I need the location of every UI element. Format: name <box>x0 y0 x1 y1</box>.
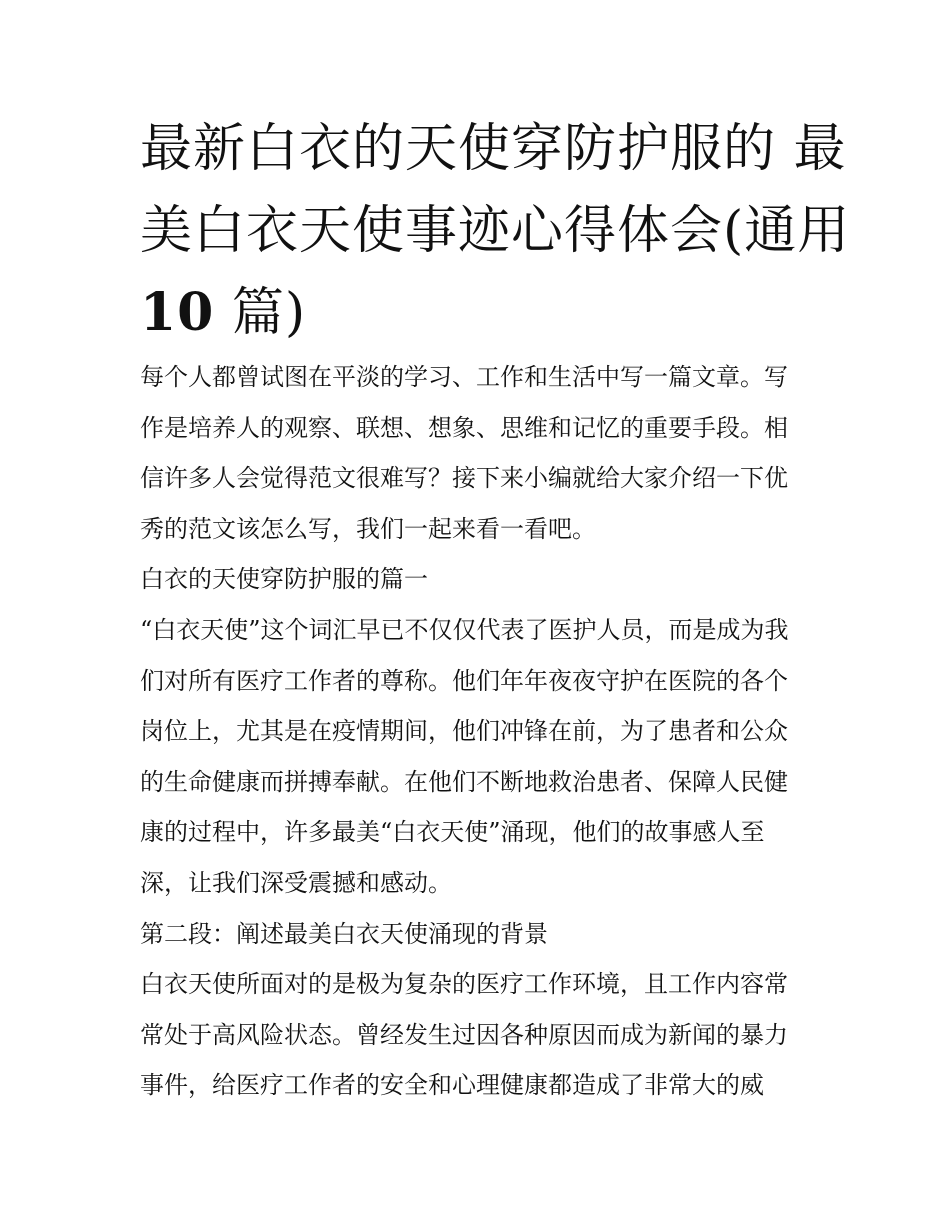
body-line: 深，让我们深受震撼和感动。 <box>140 868 452 897</box>
body-line: 作是培养人的观察、联想、想象、思维和记忆的重要手段。相 <box>140 413 788 442</box>
body-line: 每个人都曾试图在平淡的学习、工作和生活中写一篇文章。写 <box>140 363 788 391</box>
section-heading: 第二段：阐述最美白衣天使涌现的背景 <box>140 919 548 948</box>
body-line: 常处于高风险状态。曾经发生过因各种原因而成为新闻的暴力 <box>140 1020 788 1049</box>
section-heading: 白衣的天使穿防护服的篇一 <box>140 565 428 594</box>
body-line: 白衣天使所面对的是极为复杂的医疗工作环境，且工作内容常 <box>140 970 788 999</box>
title-suffix: 篇) <box>214 283 307 343</box>
body-line: 们对所有医疗工作者的尊称。他们年年夜夜守护在医院的各个 <box>140 666 788 695</box>
body-line: 秀的范文该怎么写，我们一起来看一看吧。 <box>140 514 596 543</box>
title-number: 10 <box>140 282 215 343</box>
body-line: 岗位上，尤其是在疫情期间，他们冲锋在前，为了患者和公众 <box>140 717 788 746</box>
title-line-2: 美白衣天使事迹心得体会(通用 <box>140 201 851 261</box>
body-line: 康的过程中，许多最美“白衣天使”涌现，他们的故事感人至 <box>140 818 765 847</box>
title-line-1: 最新白衣的天使穿防护服的 最 <box>140 119 847 179</box>
body-line: “白衣天使”这个词汇早已不仅仅代表了医护人员，而是成为我 <box>140 615 789 644</box>
body-line: 信许多人会觉得范文很难写？接下来小编就给大家介绍一下优 <box>140 464 788 493</box>
body-line: 事件，给医疗工作者的安全和心理健康都造成了非常大的威 <box>140 1071 764 1100</box>
title-line-3 <box>140 272 820 354</box>
document-title <box>140 108 851 354</box>
document-body <box>140 352 820 1111</box>
body-line: 的生命健康而拼搏奉献。在他们不断地救治患者、保障人民健 <box>140 767 788 796</box>
